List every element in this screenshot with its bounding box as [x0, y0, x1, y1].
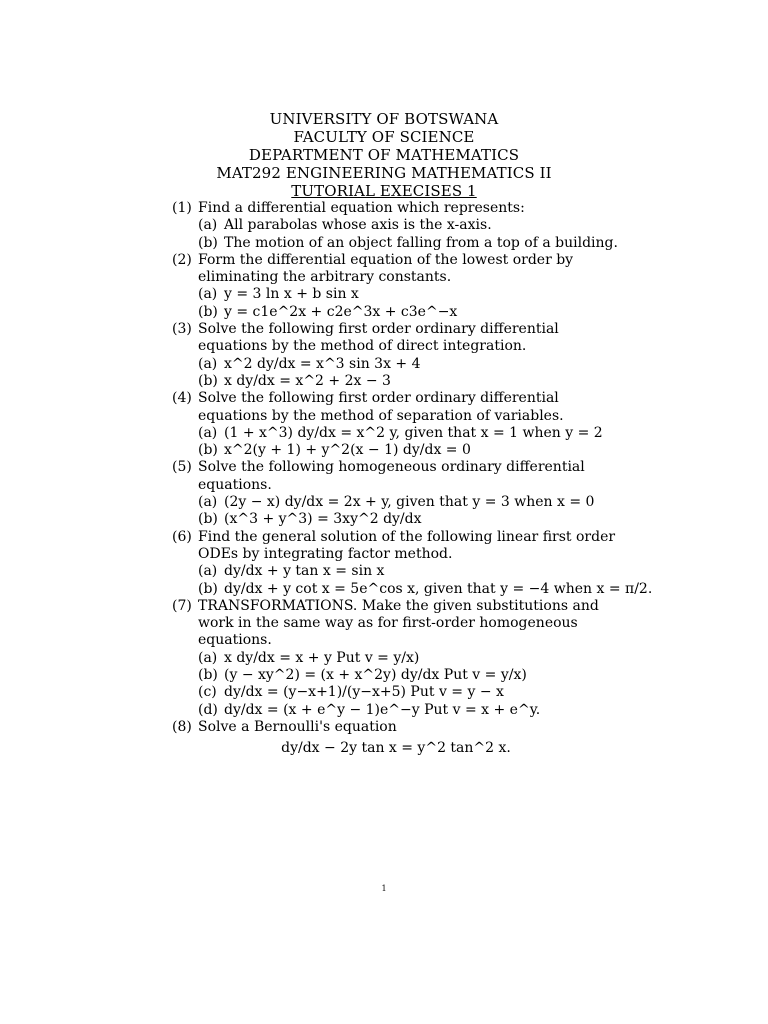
document-header: [0, 110, 768, 200]
question-6: [172, 529, 620, 564]
part-label: (a): [198, 424, 218, 441]
question-6-parts: [172, 563, 653, 598]
question-3-parts: [172, 356, 620, 391]
question-number: (7): [172, 597, 192, 614]
part-math: (x^3 + y^3) = 3xy^2 dy/dx: [224, 511, 422, 528]
question-text: Form the differential equation of the lowest order by eliminating the arbitrary constants.: [198, 251, 574, 286]
question-5a: [198, 494, 620, 511]
question-2: [172, 252, 620, 287]
part-label: (a): [198, 563, 218, 580]
university-title: UNIVERSITY OF BOTSWANA: [269, 110, 499, 128]
question-7b: [198, 667, 620, 684]
part-math: (y − xy^2) = (x + x^2y) dy/dx Put v = y/x): [224, 667, 527, 684]
question-3b: [198, 373, 620, 390]
part-label: (b): [198, 234, 218, 251]
part-math: (1 + x^3) dy/dx = x^2 y, given that x = 1 when y = 2: [224, 424, 603, 441]
part-math: x^2 dy/dx = x^3 sin 3x + 4: [224, 355, 421, 372]
question-text: Find the general solution of the following linear first order ODEs by integrating factor method.: [198, 528, 616, 562]
question-4b: [198, 442, 620, 459]
part-label: (a): [198, 355, 218, 372]
question-4-parts: [172, 425, 620, 460]
bernoulli-equation: dy/dx − 2y tan x = y^2 tan^2 x.: [281, 740, 511, 757]
part-math: dy/dx = (x + e^y − 1)e^−y Put v = x + e^y.: [224, 701, 541, 718]
part-math: y = c1e^2x + c2e^3x + c3e^−x: [224, 303, 458, 320]
question-3: [172, 321, 620, 356]
part-math: dy/dx + y tan x = sin x: [224, 563, 385, 580]
question-5-parts: [172, 494, 620, 529]
question-1-parts: [172, 217, 620, 252]
question-8: [172, 719, 620, 736]
part-text: The motion of an object falling from a top of a building.: [224, 234, 618, 251]
question-number: (2): [172, 251, 192, 268]
question-number: (3): [172, 321, 192, 338]
question-2a: [198, 286, 620, 303]
part-math: dy/dx + y cot x = 5e^cos x, given that y = −4 when x = π/2.: [224, 580, 653, 597]
part-math: (2y − x) dy/dx = 2x + y, given that y = 3 when x = 0: [224, 494, 595, 511]
part-label: (b): [198, 667, 218, 684]
question-6b: [198, 580, 653, 598]
department-title: DEPARTMENT OF MATHEMATICS: [248, 146, 520, 164]
question-number: (1): [172, 200, 192, 216]
question-7a: [198, 650, 620, 667]
part-label: (b): [198, 442, 218, 459]
part-label: (a): [198, 217, 218, 234]
question-1b: [198, 235, 620, 252]
question-3a: [198, 356, 620, 373]
course-title: MAT292 ENGINEERING MATHEMATICS II: [216, 164, 552, 182]
question-4: [172, 390, 620, 425]
part-label: (b): [198, 372, 218, 389]
part-math: x dy/dx = x^2 + 2x − 3: [224, 372, 391, 389]
question-1: [172, 200, 620, 217]
question-7c: [198, 684, 620, 701]
faculty-title: FACULTY OF SCIENCE: [293, 128, 475, 146]
question-number: (8): [172, 718, 192, 735]
question-2-parts: [172, 286, 620, 321]
part-label: (b): [198, 303, 218, 320]
part-math: y = 3 ln x + b sin x: [224, 286, 359, 303]
question-7d: [198, 702, 620, 719]
part-label: (b): [198, 511, 218, 528]
question-2b: [198, 304, 620, 321]
tutorial-title: TUTORIAL EXECISES 1: [291, 182, 477, 200]
question-number: (6): [172, 528, 192, 545]
question-text: TRANSFORMATIONS. Make the given substitutions and work in the same way as for first-order homogeneous equations.: [198, 597, 599, 649]
question-7: [172, 598, 620, 650]
question-4a: [198, 425, 620, 442]
part-label: (a): [198, 649, 218, 666]
part-label: (a): [198, 286, 218, 303]
question-text: Find a differential equation which represents:: [198, 200, 525, 216]
exercise-list: [172, 200, 653, 758]
question-text: Solve the following homogeneous ordinary differential equations.: [198, 459, 585, 493]
question-text: Solve the following first order ordinary differential equations by the method of direct integration.: [198, 321, 559, 355]
question-number: (4): [172, 390, 192, 407]
part-math: x dy/dx = x + y Put v = y/x): [224, 649, 420, 666]
question-6a: [198, 563, 620, 580]
question-5b: [198, 511, 620, 528]
question-7-parts: [172, 650, 620, 719]
part-label: (a): [198, 494, 218, 511]
part-text: All parabolas whose axis is the x-axis.: [224, 217, 492, 234]
part-label: (c): [198, 684, 217, 701]
question-text: Solve a Bernoulli's equation: [198, 718, 397, 735]
part-math: dy/dx = (y−x+1)/(y−x+5) Put v = y − x: [224, 684, 504, 701]
part-label: (b): [198, 580, 218, 597]
question-number: (5): [172, 459, 192, 476]
question-5: [172, 459, 620, 494]
page-number: 1: [381, 884, 387, 893]
part-math: x^2(y + 1) + y^2(x − 1) dy/dx = 0: [224, 442, 471, 459]
part-label: (d): [198, 701, 218, 718]
question-text: Solve the following first order ordinary differential equations by the method of separation of variables.: [198, 390, 564, 424]
question-1a: [198, 217, 620, 234]
